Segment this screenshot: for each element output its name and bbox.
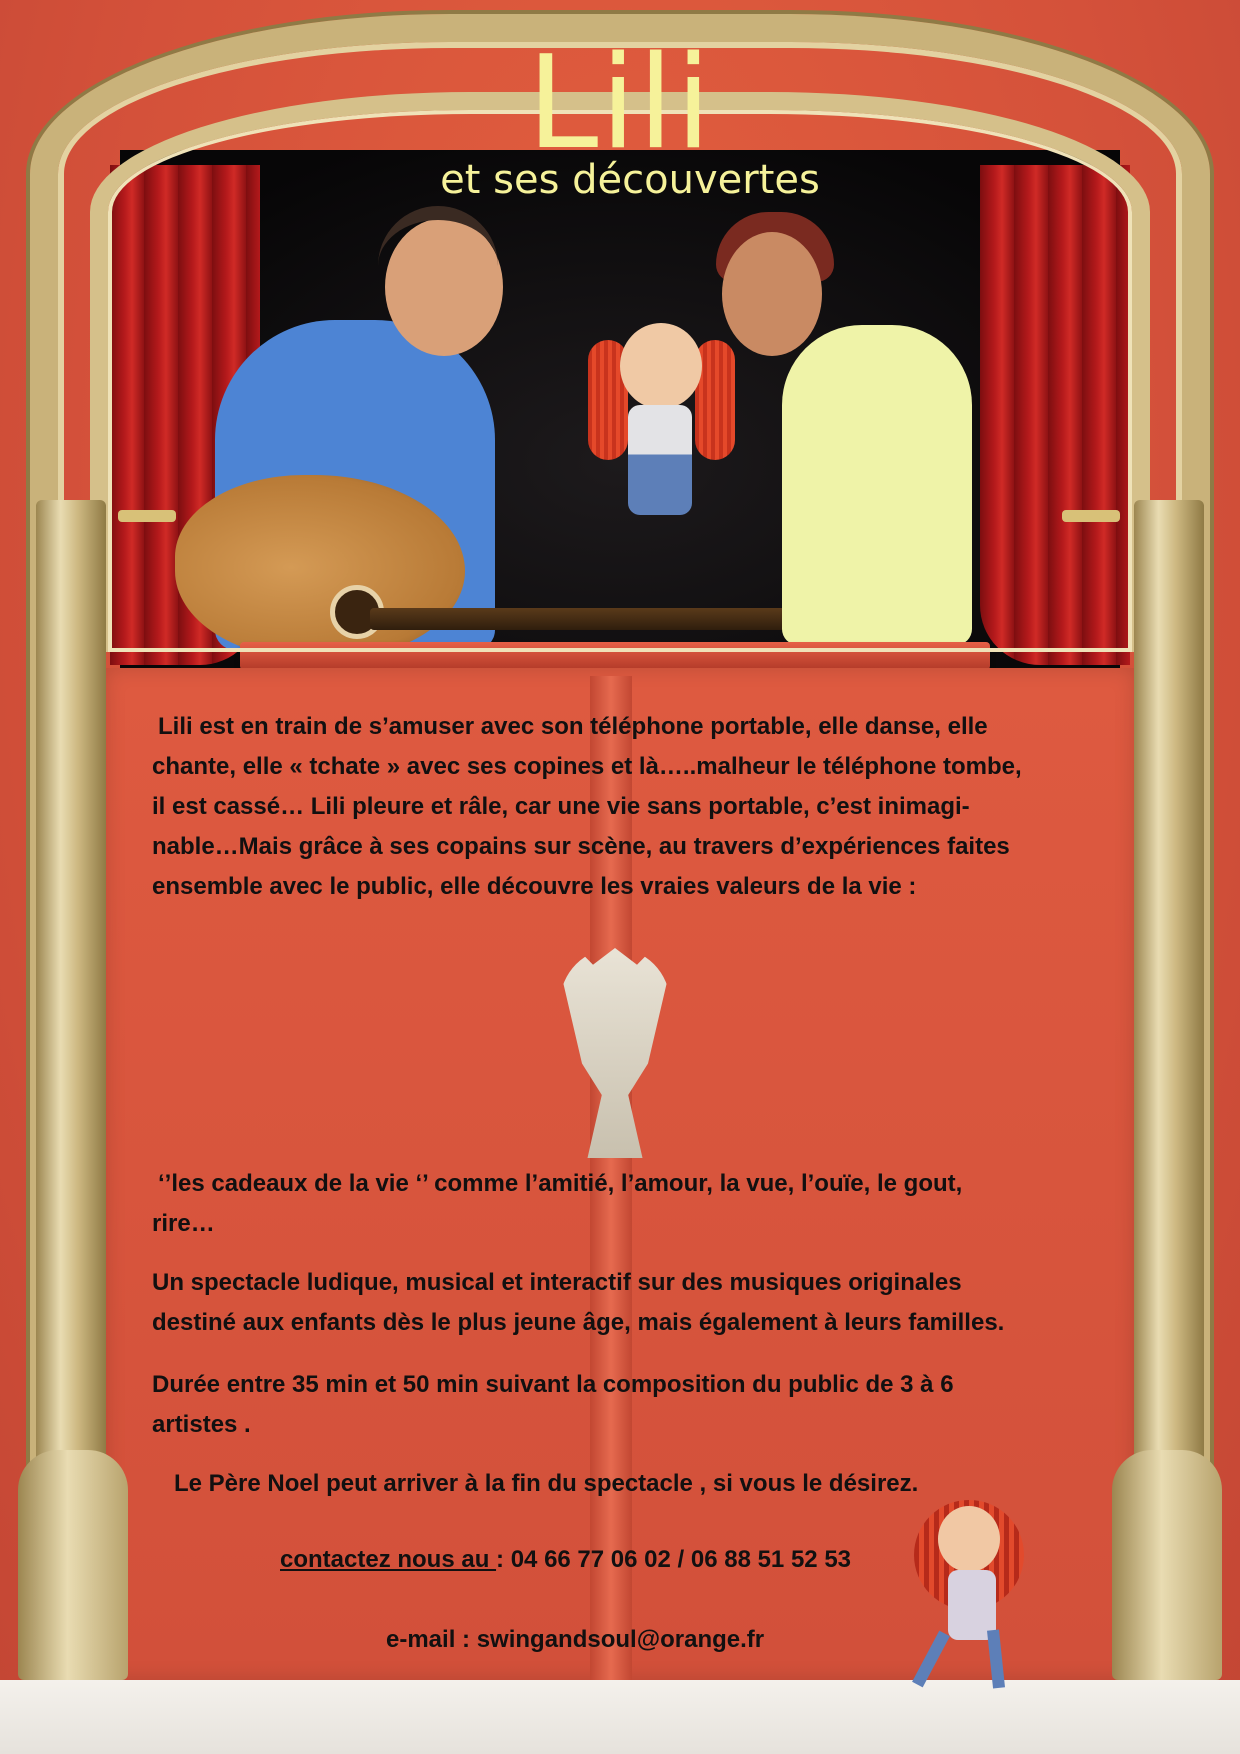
intro-line: il est cassé… Lili pleure et râle, car une vie sans portable, c’est inimagi-	[152, 793, 970, 820]
gifts-paragraph	[152, 1164, 1072, 1244]
gifts-line: ‘’les cadeaux de la vie ‘’ comme l’amitié, l’amour, la vue, l’ouïe, le gout,	[158, 1170, 963, 1197]
pillar-base-right	[1112, 1450, 1222, 1680]
contact-phones[interactable]: : 04 66 77 06 02 / 06 88 51 52 53	[496, 1546, 852, 1573]
duration-paragraph	[152, 1365, 1032, 1445]
contact-line	[280, 1540, 980, 1580]
small-puppet-head	[938, 1506, 1000, 1572]
description-line: destiné aux enfants dès le plus jeune âge, mais également à leurs familles.	[152, 1309, 1005, 1336]
pillar-base-left	[18, 1450, 128, 1680]
contact-label: contactez nous au	[280, 1546, 497, 1573]
poster-title: Lili	[527, 29, 713, 178]
email-line[interactable]: e-mail : swingandsoul@orange.fr	[386, 1626, 765, 1653]
gifts-line: rire…	[152, 1210, 215, 1237]
duration-line: Durée entre 35 min et 50 min suivant la composition du public de 3 à 6	[152, 1371, 954, 1398]
poster-subtitle: et ses découvertes	[440, 157, 820, 203]
show-description-paragraph	[152, 1263, 1082, 1343]
intro-paragraph	[152, 707, 1088, 907]
santa-note: Le Père Noel peut arriver à la fin du spectacle , si vous le désirez.	[174, 1470, 919, 1497]
floor	[0, 1680, 1240, 1754]
intro-line: ensemble avec le public, elle découvre les vraies valeurs de la vie :	[152, 873, 917, 900]
description-line: Un spectacle ludique, musical et interactif sur des musiques originales	[152, 1269, 962, 1296]
intro-line: Lili est en train de s’amuser avec son téléphone portable, elle danse, elle	[158, 713, 988, 740]
intro-line: nable…Mais grâce à ses copains sur scène, au travers d’expériences faites	[152, 833, 1010, 860]
intro-line: chante, elle « tchate » avec ses copines et là…..malheur le téléphone tombe,	[152, 753, 1022, 780]
duration-line: artistes .	[152, 1411, 251, 1438]
